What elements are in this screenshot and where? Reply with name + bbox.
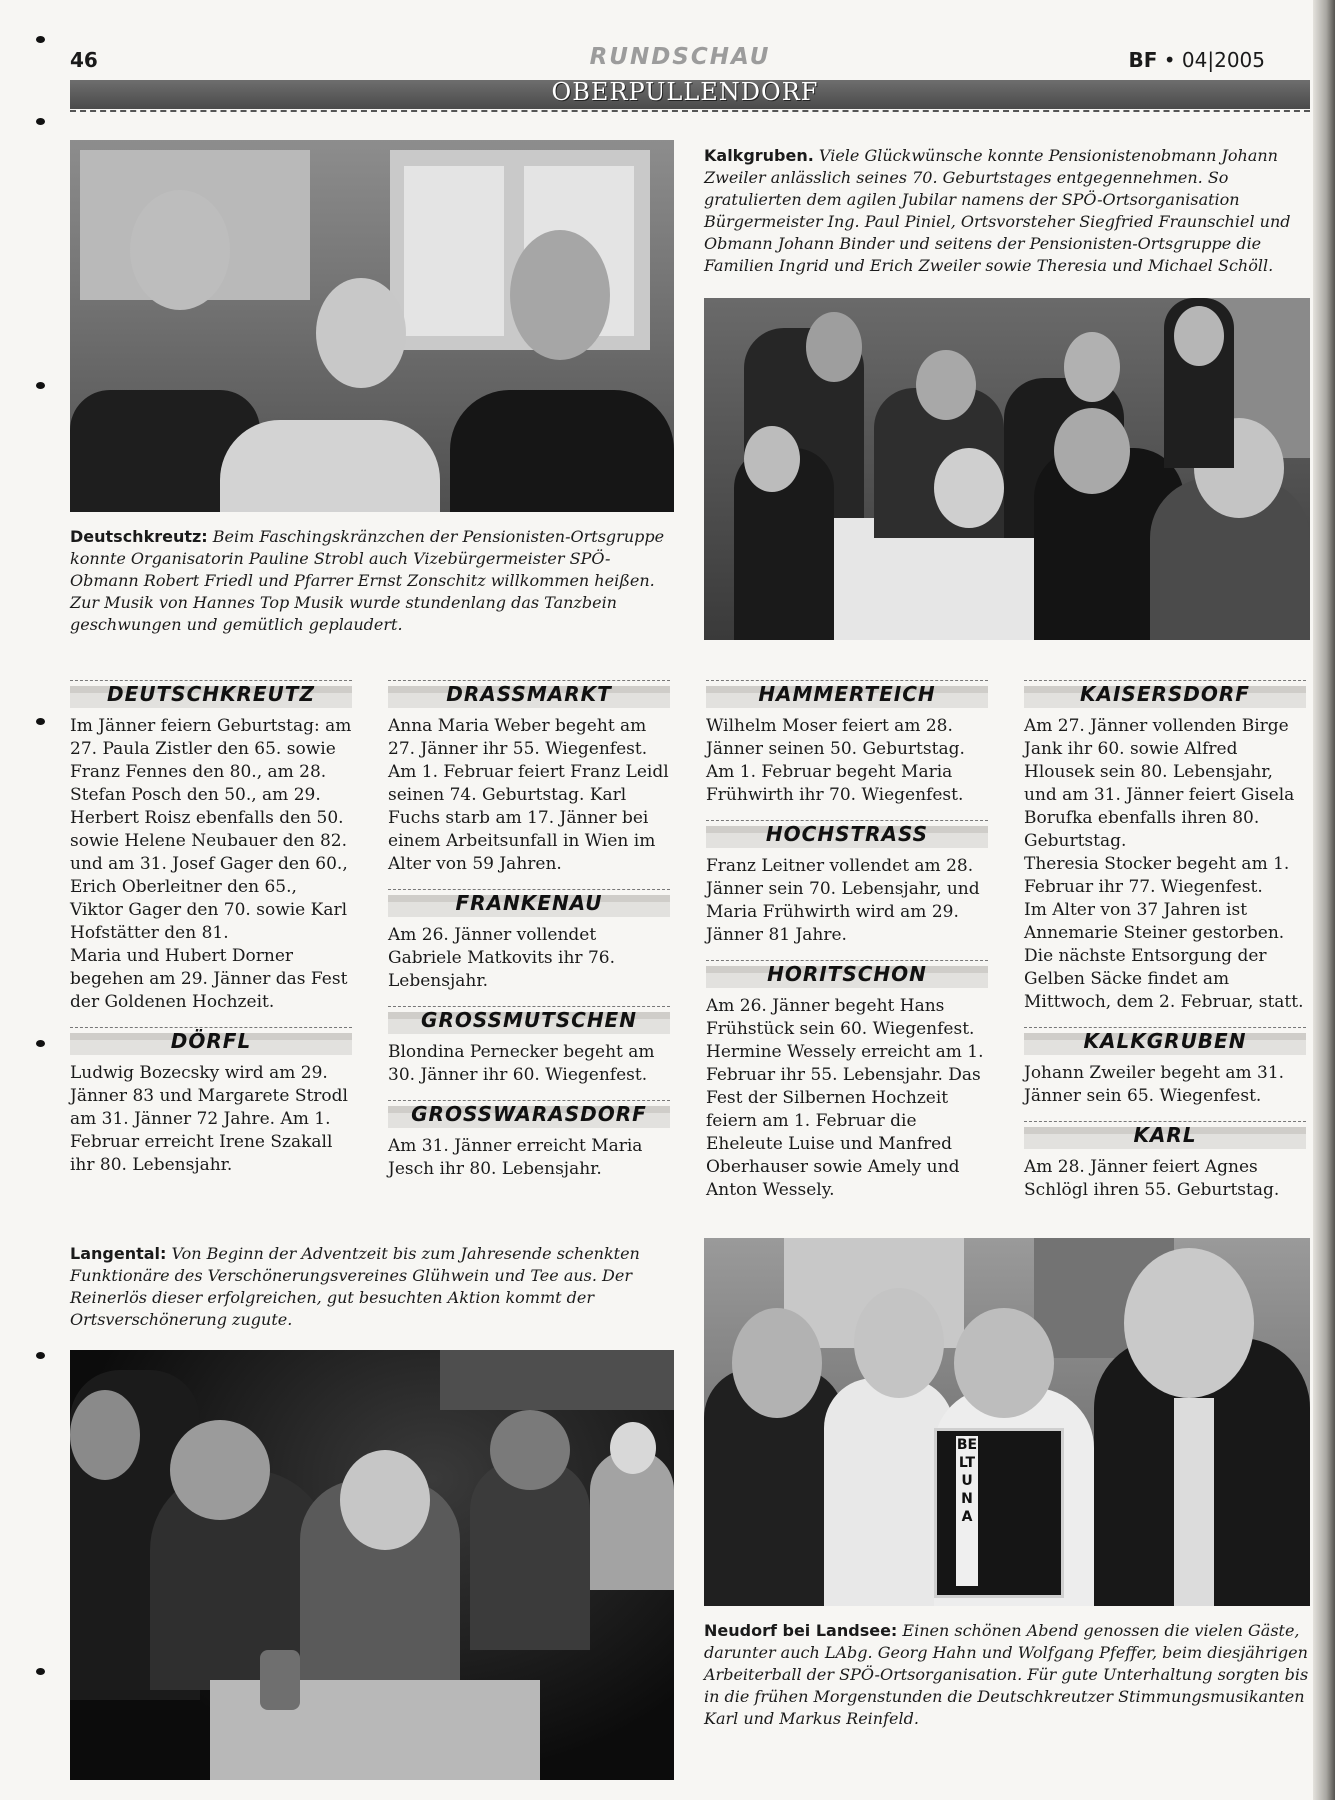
issue-number: 04|2005 bbox=[1181, 48, 1265, 72]
margin-bullet bbox=[36, 118, 45, 125]
margin-bullet bbox=[36, 382, 45, 389]
section-body bbox=[706, 715, 988, 807]
caption-place: Deutschkreutz: bbox=[70, 527, 208, 546]
caption-text: Von Beginn der Adventzeit bis zum Jahresende schenkten Funktionäre des Verschönerungsvereines Glühwein und Tee aus. Der Reinerlös dieser erfolgreichen, gut besuchten Aktion kommt der Ortsverschönerung zugute. bbox=[70, 1244, 640, 1329]
caption-kalkgruben bbox=[704, 145, 1310, 277]
page-number: 46 bbox=[70, 48, 98, 72]
publication-name: BF bbox=[1128, 48, 1158, 72]
section-title: GROSSWARASDORF bbox=[411, 1102, 647, 1126]
section-paragraph: Wilhelm Moser feiert am 28. Jänner seinen 50. Geburtstag. Am 1. Februar begeht Maria Frühwirth ihr 70. Wiegenfest. bbox=[706, 716, 965, 805]
section-title: HOCHSTRASS bbox=[765, 822, 929, 846]
section-paragraph: Ludwig Bozecsky wird am 29. Jänner 83 und Margarete Strodl am 31. Jänner 72 Jahre. Am 1. Februar erreicht Irene Szakall ihr 80. Lebensjahr. bbox=[70, 1063, 348, 1175]
section-header bbox=[1024, 1118, 1306, 1152]
section-body bbox=[70, 1062, 352, 1177]
caption-place: Kalkgruben. bbox=[704, 146, 814, 165]
section-title: KAISERSDORF bbox=[1080, 682, 1250, 706]
section-title: KARL bbox=[1133, 1123, 1197, 1147]
caption-deutschkreutz bbox=[70, 526, 674, 636]
section-title: HAMMERTEICH bbox=[758, 682, 936, 706]
issue-info bbox=[1128, 48, 1265, 72]
section-paragraph: Am 28. Jänner feiert Agnes Schlögl ihren 55. Geburtstag. bbox=[1024, 1157, 1280, 1200]
news-column-2 bbox=[388, 677, 670, 1191]
section-header bbox=[388, 1003, 670, 1037]
section-header bbox=[388, 1097, 670, 1131]
section-header bbox=[70, 1024, 352, 1058]
section-paragraph: Franz Leitner vollendet am 28. Jänner sein 70. Lebensjahr, und Maria Frühwirth wird am 29. Jänner 81 Jahre. bbox=[706, 856, 980, 945]
section-paragraph: Blondina Pernecker begeht am 30. Jänner ihr 60. Wiegenfest. bbox=[388, 1042, 655, 1085]
news-column-4 bbox=[1024, 677, 1306, 1212]
section-header bbox=[1024, 1024, 1306, 1058]
section-body bbox=[388, 924, 670, 993]
region-title: OBERPULLENDORF bbox=[551, 78, 819, 106]
section-body bbox=[1024, 1062, 1306, 1108]
section-paragraph: Am 26. Jänner begeht Hans Frühstück sein 60. Wiegenfest. Hermine Wessely erreicht am 1. Februar ihr 55. Lebensjahr. Das Fest der Silbernen Hochzeit feiern am 1. Februar die Eheleute Luise und Manfred Oberhauser sowie Amely und Anton Wessely. bbox=[706, 996, 984, 1200]
section-body bbox=[388, 715, 670, 876]
margin-bullet bbox=[36, 1040, 45, 1047]
section-paragraph: Im Jänner feiern Geburtstag: am 27. Paula Zistler den 65. sowie Franz Fennes den 80., am 28. Stefan Posch den 50., am 29. Herbert Roisz ebenfalls den 50. sowie Helene Neubauer den 82. und am 31. Josef Gager den 60., Erich Oberleitner den 65., Viktor Gager den 70. sowie Karl Hofstätter den 81. bbox=[70, 716, 352, 943]
section-header bbox=[706, 957, 988, 991]
section-body bbox=[1024, 1156, 1306, 1202]
section-body bbox=[388, 1135, 670, 1181]
section-paragraph: Johann Zweiler begeht am 31. Jänner sein 65. Wiegenfest. bbox=[1024, 1063, 1285, 1106]
section-paragraph: Am 27. Jänner vollenden Birge Jank ihr 60. sowie Alfred Hlousek sein 80. Lebensjahr, und am 31. Jänner feiert Gisela Borufka ebenfalls ihren 80. Geburtstag. bbox=[1024, 716, 1295, 851]
page-edge bbox=[1313, 0, 1335, 1800]
section-paragraph: Am 31. Jänner erreicht Maria Jesch ihr 80. Lebensjahr. bbox=[388, 1136, 643, 1179]
header-rule bbox=[70, 110, 1310, 112]
section-body bbox=[1024, 715, 1306, 1014]
section-title: FRANKENAU bbox=[455, 891, 603, 915]
photo-neudorf bbox=[704, 1238, 1310, 1606]
section-header bbox=[706, 677, 988, 711]
section-title: KALKGRUBEN bbox=[1083, 1029, 1247, 1053]
caption-text: Einen schönen Abend genossen die vielen Gäste, darunter auch LAbg. Georg Hahn und Wolfgang Pfeffer, beim diesjährigen Arbeiterball der SPÖ-Ortsorganisation. Für gute Unterhaltung sorgten bis in die frühen Morgenstunden die Deutschkreutzer Stimmungsmusikanten Karl und Markus Reinfeld. bbox=[704, 1621, 1309, 1728]
margin-bullet bbox=[36, 718, 45, 725]
section-body bbox=[388, 1041, 670, 1087]
section-title: DRASSMARKT bbox=[446, 682, 612, 706]
section-title: DEUTSCHKREUTZ bbox=[107, 682, 315, 706]
section-title: HORITSCHON bbox=[767, 962, 927, 986]
photo-langental bbox=[70, 1350, 674, 1780]
margin-bullet bbox=[36, 36, 45, 43]
caption-text: Beim Faschingskränzchen der Pensionisten-Ortsgruppe konnte Organisatorin Pauline Strobl auch Vizebürgermeister SPÖ-Obmann Robert Friedl und Pfarrer Ernst Zonschitz willkommen heißen. Zur Musik von Hannes Top Musik wurde stundenlang das Tanzbein geschwungen und gemütlich geplaudert. bbox=[70, 527, 665, 634]
section-header bbox=[388, 677, 670, 711]
section-paragraph: Theresia Stocker begeht am 1. Februar ihr 77. Wiegenfest. bbox=[1024, 854, 1290, 897]
section-body bbox=[706, 995, 988, 1202]
margin-bullet bbox=[36, 1352, 45, 1359]
accordion-brand-label: BELTUNA bbox=[956, 1436, 978, 1586]
section-title: GROSSMUTSCHEN bbox=[421, 1008, 637, 1032]
news-column-1 bbox=[70, 677, 352, 1187]
issue-separator: • bbox=[1163, 48, 1176, 72]
section-header bbox=[388, 886, 670, 920]
section-paragraph: Maria und Hubert Dorner begehen am 29. Jänner das Fest der Goldenen Hochzeit. bbox=[70, 946, 348, 1012]
photo-kalkgruben bbox=[704, 298, 1310, 640]
section-body bbox=[70, 715, 352, 1014]
caption-langental bbox=[70, 1243, 674, 1331]
caption-text: Viele Glückwünsche konnte Pensionistenobmann Johann Zweiler anlässlich seines 70. Geburtstages entgegennehmen. So gratulierten dem agilen Jubilar namens der SPÖ-Ortsorganisation Bürgermeister Ing. Paul Piniel, Ortsvorsteher Siegfried Fraunschiel und Obmann Johann Binder und seitens der Pensionisten-Ortsgruppe die Familien Ingrid und Erich Zweiler sowie Theresia und Michael Schöll. bbox=[704, 146, 1291, 275]
caption-place: Langental: bbox=[70, 1244, 167, 1263]
caption-place: Neudorf bei Landsee: bbox=[704, 1621, 898, 1640]
margin-bullet bbox=[36, 1668, 45, 1675]
section-header bbox=[706, 817, 988, 851]
section-header bbox=[1024, 677, 1306, 711]
section-header bbox=[70, 677, 352, 711]
news-column-3 bbox=[706, 677, 988, 1212]
section-title: DÖRFL bbox=[170, 1029, 252, 1053]
section-body bbox=[706, 855, 988, 947]
section-paragraph: Am 26. Jänner vollendet Gabriele Matkovits ihr 76. Lebensjahr. bbox=[388, 925, 615, 991]
section-paragraph: Die nächste Entsorgung der Gelben Säcke findet am Mittwoch, dem 2. Februar, statt. bbox=[1024, 946, 1304, 1012]
photo-deutschkreutz bbox=[70, 140, 674, 512]
section-paragraph: Im Alter von 37 Jahren ist Annemarie Steiner gestorben. bbox=[1024, 900, 1285, 943]
rubric-title: RUNDSCHAU bbox=[589, 44, 771, 70]
section-paragraph: Anna Maria Weber begeht am 27. Jänner ihr 55. Wiegenfest. Am 1. Februar feiert Franz Leidl seinen 74. Geburtstag. Karl Fuchs starb am 17. Jänner bei einem Arbeitsunfall in Wien im Alter von 59 Jahren. bbox=[388, 716, 669, 874]
caption-neudorf bbox=[704, 1620, 1310, 1730]
